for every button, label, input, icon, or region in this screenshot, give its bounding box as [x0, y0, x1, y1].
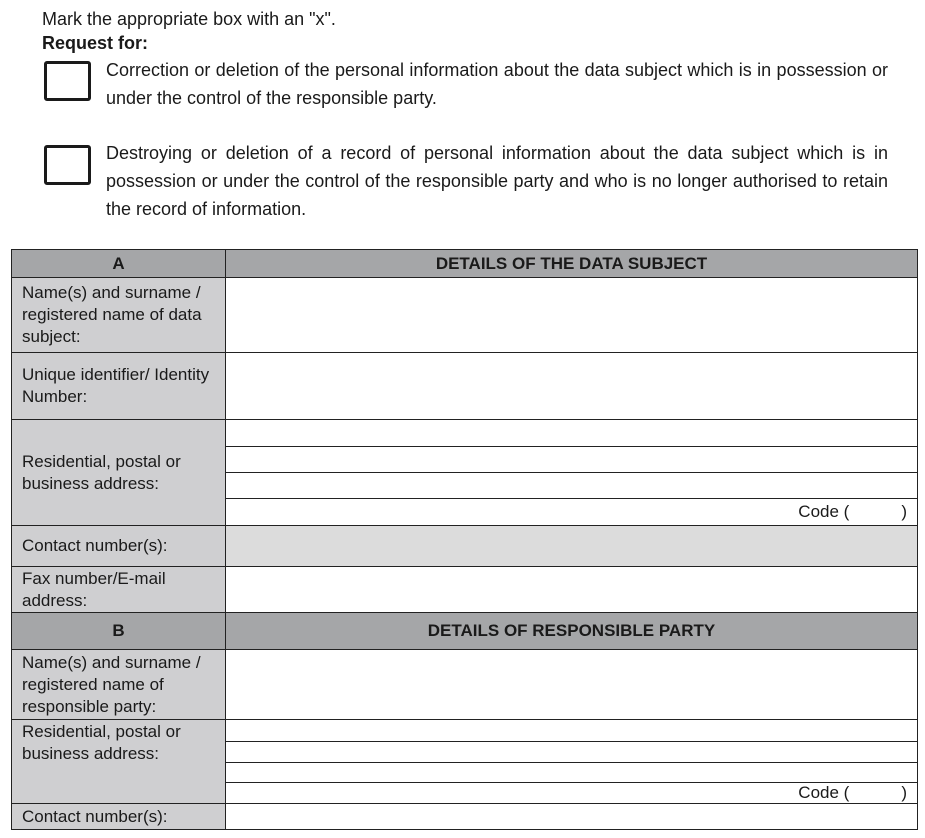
data-subject-address-line-3[interactable]	[226, 473, 918, 499]
checkbox-correction[interactable]	[44, 61, 91, 101]
responsible-party-address-label: Residential, postal or business address:	[12, 720, 226, 804]
checkbox-destroying[interactable]	[44, 145, 91, 185]
responsible-party-code-field[interactable]	[226, 783, 918, 804]
data-subject-address-line-1[interactable]	[226, 420, 918, 447]
data-subject-code-label: Code (	[798, 502, 850, 521]
data-subject-address-label: Residential, postal or business address:	[12, 420, 226, 526]
option-correction-text: Correction or deletion of the personal information about the data subject which is in possession or under the control of the responsible party.	[106, 60, 888, 108]
data-subject-address-line-2[interactable]	[226, 447, 918, 473]
data-subject-code-field[interactable]	[226, 499, 918, 526]
section-b-title: DETAILS OF RESPONSIBLE PARTY	[226, 613, 918, 650]
instruction-text: Mark the appropriate box with an "x".	[42, 9, 336, 29]
data-subject-name-field[interactable]	[226, 278, 918, 353]
section-a-header	[12, 250, 918, 278]
responsible-party-contact-label: Contact number(s):	[12, 804, 226, 830]
responsible-party-name-label: Name(s) and surname / registered name of responsible party:	[12, 650, 226, 720]
responsible-party-address-line-1[interactable]	[226, 720, 918, 742]
section-a-letter: A	[12, 250, 226, 278]
option-correction	[42, 56, 888, 112]
data-subject-id-field[interactable]	[226, 353, 918, 420]
responsible-party-address-line-3[interactable]	[226, 763, 918, 783]
section-a-title: DETAILS OF THE DATA SUBJECT	[226, 250, 918, 278]
data-subject-contact-field[interactable]	[226, 526, 918, 567]
section-b-letter: B	[12, 613, 226, 650]
option-destroying	[42, 139, 888, 223]
data-subject-code-close: )	[901, 502, 907, 521]
data-subject-name-label: Name(s) and surname / registered name of data subject:	[12, 278, 226, 353]
responsible-party-code-label: Code (	[798, 783, 850, 802]
responsible-party-address-line-2[interactable]	[226, 742, 918, 763]
request-for-label: Request for:	[42, 33, 149, 53]
option-destroying-text: Destroying or deletion of a record of personal information about the data subject which is in possession or under the control of the responsible party and who is no longer authorised to retain the record of information.	[106, 143, 888, 219]
responsible-party-name-field[interactable]	[226, 650, 918, 720]
data-subject-id-label: Unique identifier/ Identity Number:	[12, 353, 226, 420]
data-subject-contact-label: Contact number(s):	[12, 526, 226, 567]
data-subject-fax-field[interactable]	[226, 567, 918, 613]
responsible-party-contact-field[interactable]	[226, 804, 918, 830]
data-subject-fax-label: Fax number/E-mail address:	[12, 567, 226, 613]
section-b-header	[12, 613, 918, 650]
responsible-party-code-close: )	[901, 783, 907, 802]
details-form-table	[11, 249, 918, 830]
